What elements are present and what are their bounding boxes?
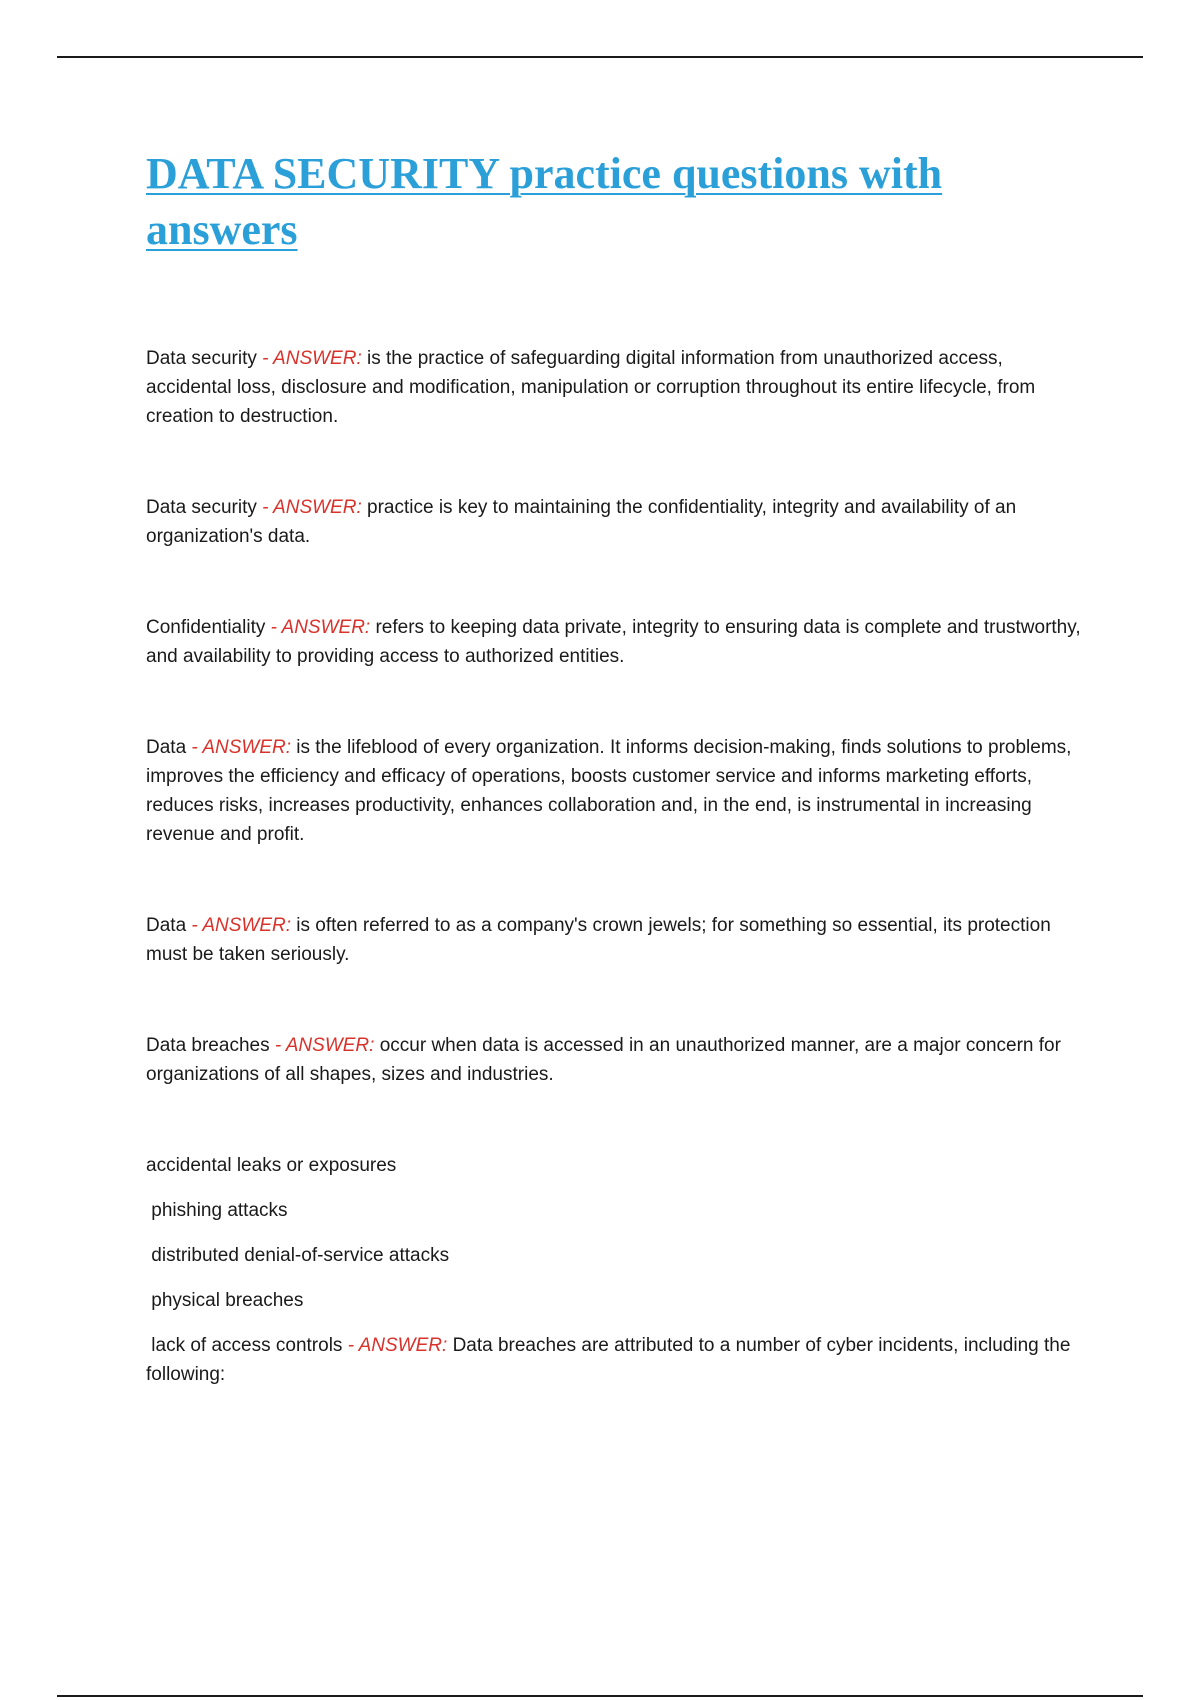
qa-item <box>146 493 1086 551</box>
qa-term: Data <box>146 915 187 936</box>
qa-item <box>146 613 1086 671</box>
qa-term: Data breaches <box>146 1035 270 1056</box>
qa-term: Data security <box>146 497 257 518</box>
qa-answer: is the practice of safeguarding digital information from unauthorized access, accidental loss, disclosure and modification, manipulation or corruption throughout its entire lifecycle, from creation to destruction. <box>146 348 1036 427</box>
qa-answer: refers to keeping data private, integrity to ensuring data is complete and trustworthy, and availability to providing access to authorized entities. <box>146 617 1081 667</box>
footer-rule <box>57 1695 1143 1697</box>
qa-item <box>146 1331 1086 1389</box>
header-rule <box>57 56 1143 58</box>
qa-item <box>146 1031 1086 1089</box>
document-body <box>146 146 1086 1389</box>
qa-answer: occur when data is accessed in an unauthorized manner, are a major concern for organizations of all shapes, sizes and industries. <box>146 1035 1061 1085</box>
qa-answer: practice is key to maintaining the confidentiality, integrity and availability of an organization's data. <box>146 497 1017 547</box>
qa-term: Data <box>146 737 187 758</box>
answer-marker: - ANSWER: <box>262 497 362 518</box>
answer-marker: - ANSWER: <box>262 348 362 369</box>
list-item: accidental leaks or exposures <box>146 1155 397 1176</box>
answer-marker: - ANSWER: <box>270 617 371 638</box>
qa-term: Data security <box>146 348 257 369</box>
answer-marker: - ANSWER: <box>347 1335 448 1356</box>
answer-marker: - ANSWER: <box>191 737 291 758</box>
document-title: DATA SECURITY practice questions with answers <box>146 149 943 254</box>
qa-item <box>146 911 1086 969</box>
qa-answer: is often referred to as a company's crown jewels; for something so essential, its protection must be taken seriously. <box>146 915 1051 965</box>
qa-item <box>146 733 1086 849</box>
incident-list <box>146 1151 1086 1389</box>
qa-answer: is the lifeblood of every organization. It informs decision-making, finds solutions to problems, improves the efficiency and efficacy of operations, boosts customer service and informs marketing efforts, reduces risks, increases productivity, enhances collaboration and, in the end, is instrumental in increasing revenue and profit. <box>146 737 1072 845</box>
answer-marker: - ANSWER: <box>191 915 291 936</box>
qa-term: Confidentiality <box>146 617 266 638</box>
list-item: physical breaches <box>146 1290 304 1311</box>
list-item: distributed denial-of-service attacks <box>146 1245 450 1266</box>
qa-term: lack of access controls <box>146 1335 343 1356</box>
list-item: phishing attacks <box>146 1200 288 1221</box>
answer-marker: - ANSWER: <box>274 1035 375 1056</box>
qa-item <box>146 344 1086 431</box>
qa-answer: Data breaches are attributed to a number of cyber incidents, including the following: <box>146 1335 1071 1385</box>
